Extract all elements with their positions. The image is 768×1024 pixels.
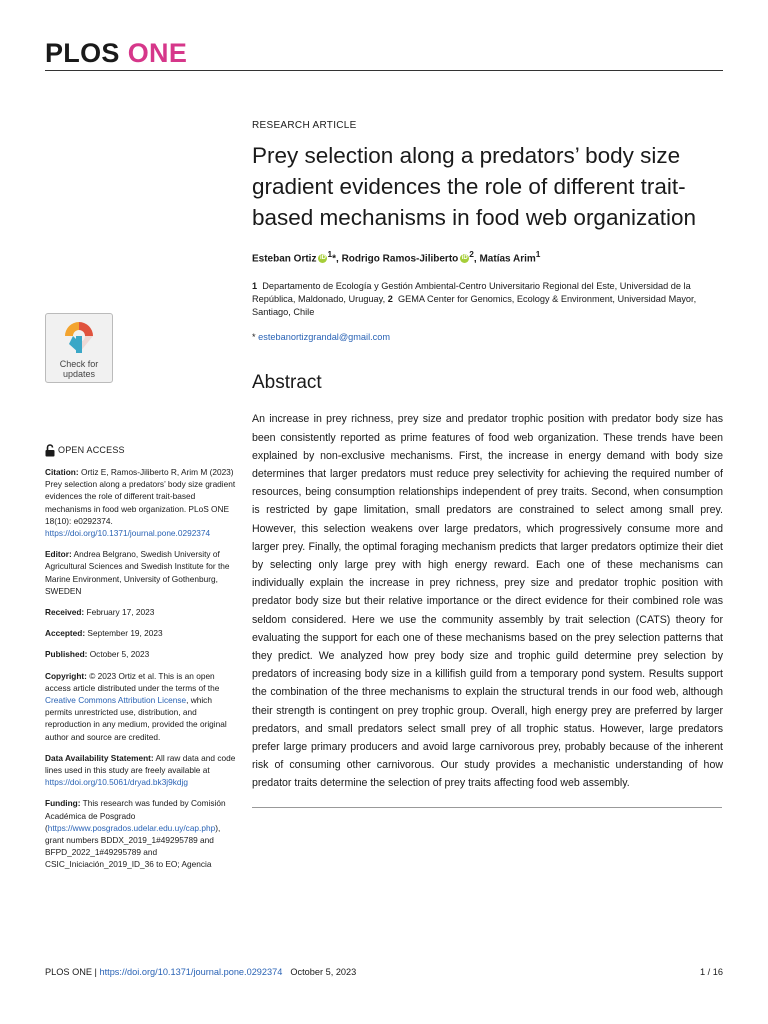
orcid-icon[interactable]: iD <box>319 255 326 262</box>
abstract-rule <box>252 807 722 808</box>
page-number: 1 / 16 <box>700 967 723 977</box>
published-label: Published: <box>45 649 88 660</box>
editor-label: Editor: <box>45 549 72 560</box>
article-title: Prey selection along a predators’ body size gradient evidences the role of different trait-based mechanisms in food web organization <box>252 143 697 230</box>
footer-separator: | <box>91 967 100 977</box>
data-doi-link[interactable]: https://doi.org/10.5061/dryad.bk3j9kdjg <box>45 777 188 788</box>
check-for-updates-badge[interactable] <box>45 313 113 383</box>
citation-text: Ortiz E, Ramos-Jiliberto R, Arim M (2023) Prey selection along a predators’ body size gradient evidences the role of different trait-based mechanisms in food web organization. PLoS ONE 18(10): e0292374. <box>45 467 236 526</box>
orcid-icon[interactable]: iD <box>461 255 468 262</box>
copyright <box>45 670 237 743</box>
sidebar <box>45 444 237 880</box>
citation <box>45 466 237 539</box>
footer-journal: PLOS ONE <box>45 967 92 977</box>
affiliations <box>252 280 723 319</box>
author-name[interactable]: Matías Arim <box>479 253 536 265</box>
accepted-label: Accepted: <box>45 628 86 639</box>
citation-doi-link[interactable]: https://doi.org/10.1371/journal.pone.0292374 <box>45 528 211 539</box>
author-sup: 2 <box>469 249 474 259</box>
funding-text-end: ), grant numbers BDDX_2019_1#49295789 and BFPD_2022_1#49295789 and CSIC_Iniciación_2019_ID_36 to EO; Agencia <box>45 822 221 870</box>
logo-one: ONE <box>127 38 188 68</box>
author-sup: 1 <box>327 249 333 259</box>
received <box>45 606 237 618</box>
data-availability <box>45 752 237 789</box>
received-date: February 17, 2023 <box>84 607 155 618</box>
corresponding-email <box>252 332 723 342</box>
email-star: * <box>252 332 256 343</box>
abstract-text: An increase in prey richness, prey size and predator trophic position with predator body size has been consistently reported as prime features of food web organization. These trends have been explained by non-exclusive mechanisms. First, the increase in energy demand with body size determines that larger predators must reduce prey selectivity for achieving the required number of resources, being consumption relationships independent of prey traits. Second, when consumption is restricted by gape limitation, small predators are constrained to select among small prey. However, this selection weakens over large predators, which progressively consume more and larger prey. Finally, the optimal foraging mechanism predicts that larger predators optimize their diet by selecting only large prey with high energy reward. Each one of these mechanisms can individually explain the increase in prey richness, prey size and predator trophic position with predator body size but their relative importance or the direct evidence for their combined role was seldom considered. Here we use the community assembly by trait selection (CATS) theory for evaluating the support for each one of these mechanisms based on the prey selection patterns that they predict. We analyzed how prey body size and trophic guild determine prey selection by predators of increasing body size in a killifish guild from a temporary pond system. Results support the combination of the three mechanisms to explain the structural trends in our food web, although their strength is contingent on prey trophic group. Overall, high energy prey are preferred by larger predators, and small predators select small prey of all trophic status. However, large predators prefer large primary producers and avoid large carnivorous prey, probably because of the inherent risk of consuming other carnivorous. Our study provides a mechanistic understanding of how predator traits determine the selection of prey traits affecting food web assembly. <box>252 413 723 790</box>
email-link[interactable]: estebanortizgrandal@gmail.com <box>258 332 391 343</box>
funding-text: This research was funded by Comisión Académica de Posgrado ( <box>45 798 226 833</box>
crossmark-icon <box>63 320 95 354</box>
published-date: October 5, 2023 <box>87 649 150 660</box>
editor <box>45 548 237 597</box>
open-access-badge <box>45 444 237 457</box>
logo-plos: PLOS <box>45 38 120 68</box>
funding <box>45 797 237 870</box>
citation-label: Citation: <box>45 467 79 477</box>
check-line1: Check for <box>59 359 99 369</box>
affil-num: 1 <box>252 281 258 292</box>
accepted <box>45 627 237 639</box>
author-sup: 1 <box>535 249 541 259</box>
funding-link[interactable]: https://www.posgrados.udelar.edu.uy/cap.php <box>47 822 216 833</box>
received-label: Received: <box>45 607 85 618</box>
journal-logo <box>45 38 187 69</box>
abstract-heading: Abstract <box>252 372 322 394</box>
footer-date: October 5, 2023 <box>290 967 357 977</box>
data-label: Data Availability Statement: <box>45 752 154 763</box>
affil-text: GEMA Center for Genomics, Ecology & Environment, Universidad Mayor, Santiago, Chile <box>252 294 697 318</box>
header-rule <box>45 70 723 71</box>
article-main <box>252 120 723 808</box>
data-text: All raw data and code lines used in this study are freely available at <box>45 752 236 776</box>
copyright-label: Copyright: <box>45 670 87 681</box>
license-link[interactable]: Creative Commons Attribution License <box>45 695 187 706</box>
copyright-text: © 2023 Ortiz et al. This is an open access article distributed under the terms of the <box>45 670 220 693</box>
corresponding-star: * <box>332 253 337 265</box>
check-line2: updates <box>62 369 96 379</box>
funding-label: Funding: <box>45 798 81 809</box>
affil-text: Departamento de Ecología y Gestión Ambiental-Centro Universitario Regional del Este, Universidad de la República, Maldonado, Uruguay, <box>252 281 691 305</box>
published <box>45 648 237 660</box>
editor-text: Andrea Belgrano, Swedish University of Agricultural Sciences and Swedish Institute for the Marine Environment, University of Gothenburg, SWEDEN <box>45 549 230 596</box>
copyright-text-end: , which permits unrestricted use, distribution, and reproduction in any medium, provided the original author and source are credited. <box>45 695 227 742</box>
author-name[interactable]: Esteban Ortiz <box>252 253 317 265</box>
author-list: Esteban Ortiz iD $^1$*, Rodrigo Ramos-Jiliberto iD $^2$, Matías Arim$^1$ <box>252 249 541 265</box>
page-footer <box>45 967 723 977</box>
footer-doi-link[interactable]: https://doi.org/10.1371/journal.pone.0292374 <box>99 967 283 977</box>
author-name[interactable]: Rodrigo Ramos-Jiliberto <box>341 253 459 265</box>
article-type: RESEARCH ARTICLE <box>252 120 357 131</box>
accepted-date: September 19, 2023 <box>85 628 163 639</box>
open-lock-icon <box>45 444 55 457</box>
open-access-label: OPEN ACCESS <box>58 445 125 456</box>
affil-num: 2 <box>387 294 393 305</box>
